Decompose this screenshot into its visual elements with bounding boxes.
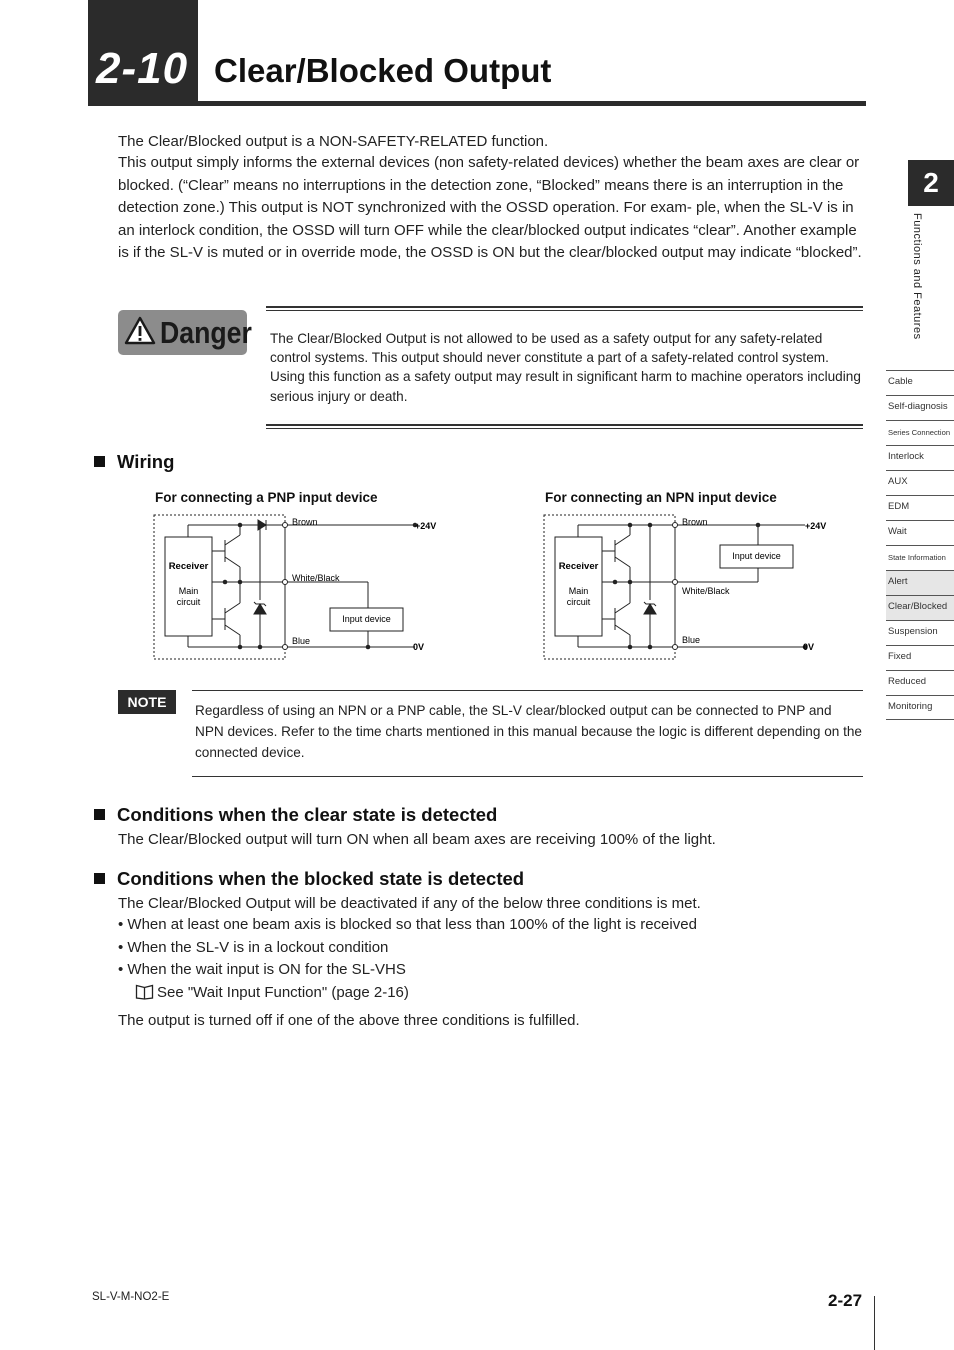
sidebar-item-aux: AUX [886,470,954,495]
blocked-state-closing: The output is turned off if one of the above three conditions is fulfilled. [118,1012,580,1029]
square-bullet-icon [94,809,105,820]
plus24v-label: +24V [805,521,827,531]
input-device-label: Input device [342,614,391,624]
blocked-state-heading [94,868,524,890]
sidebar-chapter-tab: 2 [908,160,954,206]
brown-label: Brown [682,517,708,527]
reference-text: See "Wait Input Function" (page 2-16) [157,984,409,1001]
note-bottom-rule [192,776,863,777]
white-black-label: White/Black [292,573,340,583]
plus24v-label: +24V [415,521,437,531]
list-item: • When the SL-V is in a lockout condition [118,939,389,956]
note-badge: NOTE [118,690,176,714]
circuit-label: circuit [566,597,591,607]
main-label: Main [568,586,589,596]
reference-link[interactable] [135,983,409,1001]
warning-triangle-icon [124,316,156,346]
circuit-label: circuit [176,597,201,607]
intro-body: This output simply informs the external devices (non safety-related devices) whether the beam axes are clear or blocked. (“Clear” means no interruptions in the detection zone, “Blocked” means there is an interruption in the detection zone.) This output is NOT synchronized with the OSSD operation. For exam- ple, when the SL-V is in an interlock condition, the OSSD will turn OFF while the clear/blocked output indicates “clear”. Another example is if the SL-V is muted or in override mode, the OSSD is ON but the clear/blocked output may indicate “blocked”. [118,154,862,262]
main-label: Main [178,586,199,596]
sidebar-item-clear-blocked: Clear/Blocked [886,595,954,620]
sidebar-item-suspension: Suspension [886,620,954,645]
title-rule [88,101,866,106]
receiver-label: Receiver [168,561,209,572]
danger-badge [118,310,252,355]
chapter-number: 2-10 [96,44,189,93]
intro-lead: The Clear/Blocked output is a NON-SAFETY-RELATED function. [118,133,549,150]
zero-volt-label: 0V [803,642,815,652]
clear-state-heading-text: Conditions when the clear state is detected [117,804,498,825]
zero-volt-label: 0V [413,642,425,652]
book-icon [135,983,154,1000]
sidebar-chapter-label: Functions and Features [911,213,923,340]
sidebar-item-cable: Cable [886,370,954,395]
brown-label: Brown [292,517,318,527]
note-text: Regardless of using an NPN or a PNP cable, the SL-V clear/blocked output can be connected to PNP and NPN devices. Refer to the time charts mentioned in this manual because the logic is different depending on the connected device. [195,703,862,760]
square-bullet-icon [94,873,105,884]
input-device-label: Input device [732,551,781,561]
wiring-heading [94,451,174,473]
npn-wiring-diagram [540,510,830,665]
blocked-state-heading-text: Conditions when the blocked state is detected [117,868,525,889]
list-item: • When at least one beam axis is blocked so that less than 100% of the light is received [118,916,697,933]
wiring-heading-text: Wiring [117,451,175,472]
pnp-wiring-diagram [150,510,440,665]
page-number: 2-27 [828,1291,863,1310]
npn-diagram-title: For connecting an NPN input device [545,490,777,505]
sidebar-item-fixed: Fixed [886,645,954,670]
danger-bottom-rule [266,424,863,429]
list-item: • When the wait input is ON for the SL-VHS [118,961,406,978]
sidebar-item-series-connection: Series Connection [886,420,954,445]
square-bullet-icon [94,456,105,467]
danger-label: Danger [160,315,252,350]
blue-label: Blue [292,636,311,646]
pnp-diagram-title: For connecting a PNP input device [155,490,378,505]
sidebar-item-reduced: Reduced [886,670,954,695]
danger-text: The Clear/Blocked Output is not allowed to be used as a safety output for any safety-related control systems. This output should never constitute a part of a safety-related control system. Using this function as a safety output may result in significant harm to machine operators including serious injury or death. [270,331,861,404]
page-title: Clear/Blocked Output [214,52,552,89]
sidebar-item-monitoring: Monitoring [886,695,954,720]
sidebar-item-wait: Wait [886,520,954,545]
danger-top-rule [266,306,863,311]
blue-label: Blue [682,635,701,645]
note-top-rule [192,690,863,691]
footer-rule [874,1296,875,1350]
document-code: SL-V-M-NO2-E [92,1291,170,1303]
sidebar-index [886,370,954,720]
sidebar-item-interlock: Interlock [886,445,954,470]
white-black-label: White/Black [682,586,730,596]
clear-state-text: The Clear/Blocked output will turn ON when all beam axes are receiving 100% of the light. [118,831,716,848]
blocked-state-intro: The Clear/Blocked Output will be deactivated if any of the below three conditions is met. [118,895,701,912]
receiver-label: Receiver [558,561,599,572]
sidebar-item-edm: EDM [886,495,954,520]
sidebar-item-self-diagnosis: Self-diagnosis [886,395,954,420]
clear-state-heading [94,804,497,826]
sidebar-item-alert: Alert [886,570,954,595]
sidebar-item-state-information: State Information [886,545,954,570]
